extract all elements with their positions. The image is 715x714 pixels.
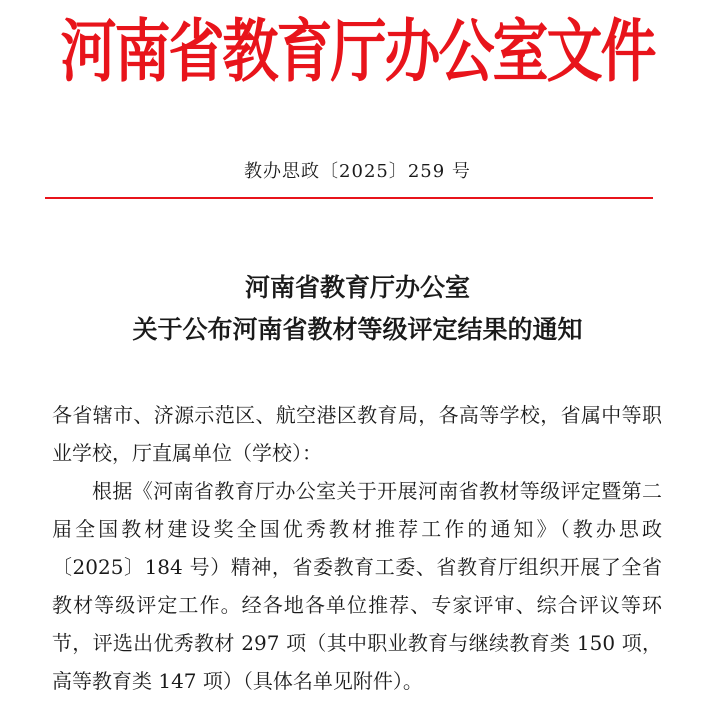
- document-number: 教办思政〔2025〕259 号: [244, 161, 471, 182]
- notice-title-line-1: 河南省教育厅办公室: [244, 273, 470, 302]
- document-masthead: 河南省教育厅办公室文件: [60, 12, 655, 93]
- notice-body: [52, 396, 662, 700]
- body-paragraph-1: 根据《河南省教育厅办公室关于开展河南省教材等级评定暨第二届全国教材建设奖全国优秀教材推荐工作的通知》（教办思政〔2025〕184 号）精神，省委教育工委、省教育厅组织开展了全省教材等级评定工作。经各地各单位推荐、专家评审、综合评议等环节，评选出优秀教材 297 项（其中职业教育与继续教育类 150 项，高等教育类 147 项）（具体名单见附件）。: [52, 479, 662, 693]
- salutation: 各省辖市、济源示范区、航空港区教育局，各高等学校，省属中等职业学校，厅直属单位（学校）：: [52, 403, 662, 465]
- red-divider-line: [45, 197, 653, 199]
- notice-title-line-2: 关于公布河南省教材等级评定结果的通知: [132, 315, 583, 344]
